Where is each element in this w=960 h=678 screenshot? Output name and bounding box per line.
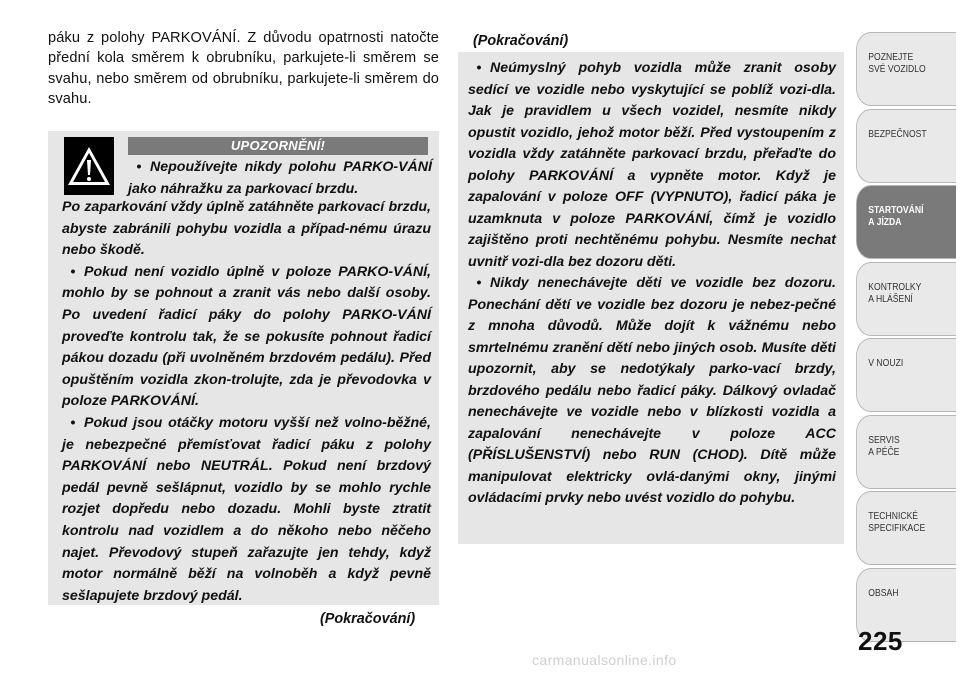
tab-label-line1: TECHNICKÉ [868,510,919,522]
warning-title: UPOZORNĚNÍ! [128,137,428,155]
tab-poznejte-sve-vozidlo[interactable] [856,32,956,106]
tab-label-line1: BEZPEČNOST [868,127,927,140]
tab-label-line2: SVÉ VOZIDLO [868,63,926,75]
tab-kontrolky-a-hlaseni[interactable] [856,262,956,336]
warning-triangle-icon [64,137,114,195]
tab-label-line2: SPECIFIKACE [868,522,926,534]
page-number: 225 [858,626,903,656]
tab-startovani-a-jizda[interactable] [856,185,956,259]
tab-label-line1: SERVIS [868,433,900,446]
tab-label-line2: A HLÁŠENÍ [868,292,913,305]
tab-label-line1: STARTOVÁNÍ [868,204,924,216]
warning-continued-box [458,52,844,544]
tab-label-line1: V NOUZI [868,357,904,369]
tab-label-line2: A JÍZDA [868,216,902,228]
continued-label-right: (Pokračování) [473,33,569,49]
tab-v-nouzi[interactable] [856,338,956,412]
tab-label-line2: A PÉČE [868,445,900,458]
warning-body [62,197,431,607]
warning-bullet-1: • Nepoužívejte nikdy polohu PARKO-VÁNÍ jako náhražku za parkovací brzdu. [128,157,432,200]
intro-paragraph: páku z polohy PARKOVÁNÍ. Z důvodu opatrnosti natočte přední kola směrem k obrubníku, parkujete-li směrem se svahu, nebo směrem od obrubníku, parkujete-li směrem do svahu. [48,30,439,108]
warning-bullet-2: • Pokud není vozidlo úplně v poloze PARKO-VÁNÍ, mohlo by se pohnout a zranit vás nebo další osoby. Po uvedení řadicí páky do polohy PARKO-VÁNÍ proveďte kontrolu tak, že se pokusíte pohnout řadicí pákou dozadu (při uvolněném brzdovém pedálu). Před opuštěním vozidla zkon-trolujte, zda je převodovka v poloze PARKOVÁNÍ. [62,262,431,413]
chapter-tabs [856,32,960,644]
warning-paragraph-1: Po zaparkování vždy úplně zatáhněte parkovací brzdu, abyste zabránili pohybu vozidla a případ-nému úrazu nebo škodě. [62,199,431,259]
watermark: carmanualsonline.info [532,652,677,668]
tab-technicke-specifikace[interactable] [856,491,956,565]
warning-header [62,137,431,195]
tab-label-line1: POZNEJTE [868,51,914,63]
tab-bezpecnost[interactable] [856,109,956,183]
tab-label-line1: OBSAH [868,586,899,599]
left-column [48,28,439,110]
warning-bullet-3: • Pokud jsou otáčky motoru vyšší než volno-běžné, je nebezpečné přemísťovat řadicí páku z polohy PARKOVÁNÍ nebo NEUTRÁL. Pokud není brzdový pedál pevně sešlápnut, vozidlo by se mohlo rychle rozjet dopředu nebo dozadu. Mohli byste ztratit kontrolu nad vozidlem a do někoho nebo něčeho najet. Převodový stupeň zařazujte jen tehdy, když motor normálně běží na volnoběh a když pevně sešlapujete brzdový pedál. [62,413,431,607]
continued-label-left: (Pokračování) [320,611,416,627]
tab-servis-a-pece[interactable] [856,415,956,489]
right-bullet-2: • Nikdy nenechávejte děti ve vozidle bez dozoru. Ponechání dětí ve vozidle bez dozoru je nebez-pečné z mnoha důvodů. Může dojít k vážnému nebo smrtelnému zranění dětí nebo jiných osob. Musíte děti upozornit, aby se nedotýkaly parko-vací brzdy, brzdového pedálu nebo řadicí páky. Dálkový ovladač nenechávejte ve vozidle nebo v blízkosti vozidla a zapalování nenechávejte v poloze ACC (PŘÍSLUŠENSTVÍ) nebo RUN (CHOD). Dítě může manipulovat elektricky ovlá-danými okny, jinými ovládacími prvky nebo uvést vozidlo do pohybu. [468,273,836,510]
right-bullet-1: • Neúmyslný pohyb vozidla může zranit osoby sedící ve vozidle nebo vyskytující se poblíž vozi-dla. Jak je pravidlem u všech vozidel, nesmíte nikdy opustit vozidlo, jehož motor běží. Před vystoupením z vozidla vždy zatáhněte parkovací brzdu, přeřaďte do polohy PARKOVÁNÍ a vypněte motor. Když je zapalování v poloze OFF (VYPNUTO), řadicí páka je uzamknuta v poloze PARKOVÁNÍ, čímž je vozidlo zajištěno proti nechtěnému pohybu. Nesmíte nechat uvnitř vozi-dla bez dozoru děti. [468,58,836,273]
tab-label-line1: KONTROLKY [868,280,922,293]
warning-box [48,131,439,605]
